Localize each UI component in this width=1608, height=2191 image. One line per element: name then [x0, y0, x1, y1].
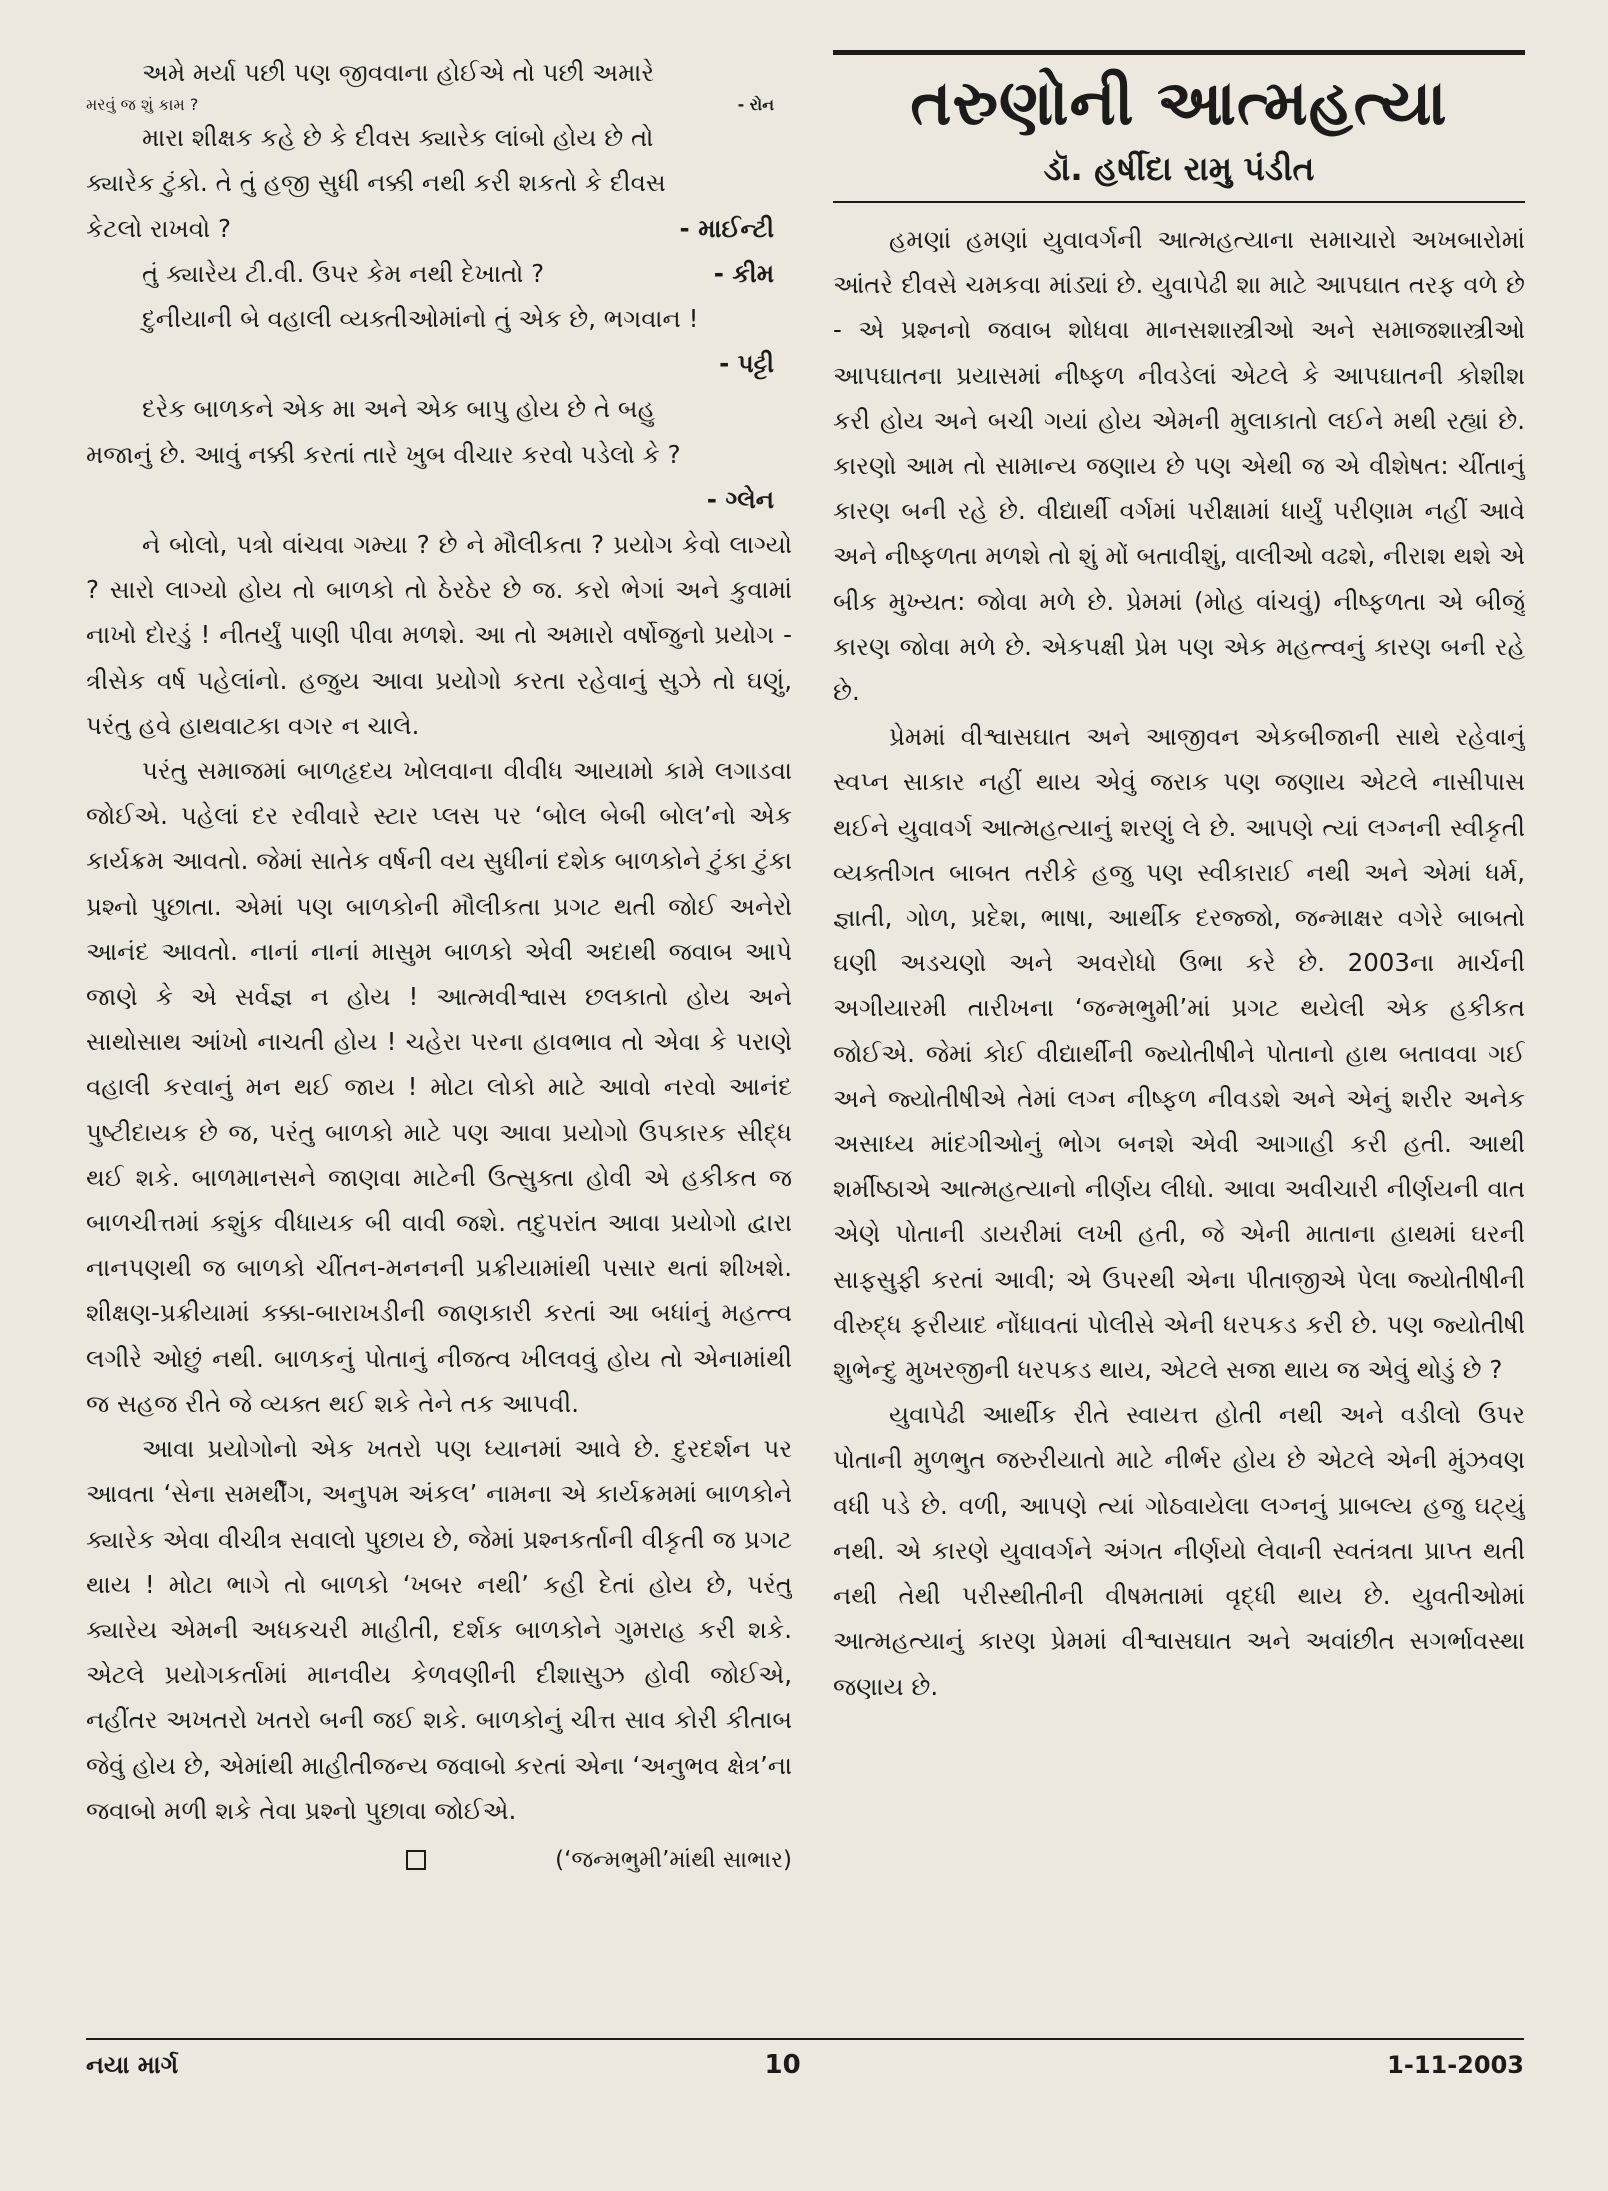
quote-text: મજાનું છે. આવું નક્કી કરતાં તારે ખુબ વીચાર કરવો પડેલો કે ? — [86, 439, 681, 469]
body-paragraph: ને બોલો, પત્રો વાંચવા ગમ્યા ? છે ને મૌલીકતા ? પ્રયોગ કેવો લાગ્યો ? સારો લાગ્યો હોય તો બાળકો તો ઠેરઠેર છે જ. કરો ભેગાં અને કુવામાં નાખો દોરડું ! નીતર્યું પાણી પીવા મળશે. આ તો અમારો વર્ષોજુનો પ્રયોગ - ત્રીસેક વર્ષ પહેલાંનો. હજુય આવા પ્રયોગો કરતા રહેવાનું સુઝે તો ઘણું, પરંતુ હવે હાથવાટકા વગર ન ચાલે. — [86, 530, 792, 740]
right-column — [833, 50, 1525, 2030]
body-paragraph: યુવાપેઢી આર્થીક રીતે સ્વાયત્ત હોતી નથી અને વડીલો ઉપર પોતાની મુળભુત જરુરીયાતો માટે નીર્ભર હોય છે એટલે એની મુંઝવણ વધી પડે છે. વળી, આપણે ત્યાં ગોઠવાયેલા લગ્નનું પ્રાબલ્ય હજુ ઘટ્યું નથી. એ કારણે યુવાવર્ગને અંગત નીર્ણયો લેવાની સ્વતંત્રતા પ્રાપ્ત થતી નથી તેથી પરીસ્થીતીની વીષમતામાં વૃદ્ધી થાય છે. યુવતીઓમાં આત્મહત્યાનું કારણ પ્રેમમાં વીશ્વાસઘાત અને અવાંછીત સગર્ભાવસ્થા જણાય છે. — [833, 1400, 1525, 1701]
body-paragraph: પ્રેમમાં વીશ્વાસઘાત અને આજીવન એકબીજાની સાથે રહેવાનું સ્વપ્ન સાકાર નહીં થાય એવું જરાક પણ જણાય એટલે નાસીપાસ થઈને યુવાવર્ગ આત્મહત્યાનું શરણું લે છે. આપણે ત્યાં લગ્નની સ્વીકૃતી વ્યક્તીગત બાબત તરીકે હજુ પણ સ્વીકારાઈ નથી અને એમાં ધર્મ, જ્ઞાતી, ગોળ, પ્રદેશ, ભાષા, આર્થીક દરજ્જો, જન્માક્ષર વગેરે બાબતો ઘણી અડચણો અને અવરોધો ઉભા કરે છે. 2003ના માર્ચની અગીયારમી તારીખના ‘જન્મભુમી’માં પ્રગટ થયેલી એક હકીકત જોઈએ. જેમાં કોઈ વીદ્યાર્થીની જ્યોતીષીને પોતાનો હાથ બતાવવા ગઈ અને જ્યોતીષીએ તેમાં લગ્ન નીષ્ફળ નીવડશે અને એનું શરીર અનેક અસાધ્ય માંદગીઓનું ભોગ બનશે એવી આગાહી કરી હતી. આથી શર્મીષ્ઠાએ આત્મહત્યાનો નીર્ણય લીધો. આવા અવીચારી નીર્ણયની વાત એણે પોતાની ડાયરીમાં લખી હતી, જે એની માતાના હાથમાં ઘરની સાફસુફી કરતાં આવી; એ ઉપરથી એના પીતાજીએ પેલા જ્યોતીષીની વીરુદ્ધ ફરીયાદ નોંધાવતાં પોલીસે એની ધરપકડ કરી છે. પણ જ્યોતીષી શુભેન્દુ મુખરજીની ધરપકડ થાય, એટલે સજા થાય જ એવું થોડું છે ? — [833, 722, 1525, 1385]
quote-text: તું ક્યારેય ટી.વી. ઉપર કેમ નથી દેખાતો ? — [142, 258, 545, 288]
quote-4 — [86, 296, 792, 386]
body-paragraph: આવા પ્રયોગોનો એક ખતરો પણ ધ્યાનમાં આવે છે. દુરદર્શન પર આવતા ‘સેના સમર્થીંગ, અનુપમ અંકલ’ નામના એ કાર્યક્રમમાં બાળકોને ક્યારેક એવા વીચીત્ર સવાલો પુછાય છે, જેમાં પ્રશ્નકર્તાની વીકૃતી જ પ્રગટ થાય ! મોટા ભાગે તો બાળકો ‘ખબર નથી’ કહી દેતાં હોય છે, પરંતુ ક્યારેય એમની અધકચરી માહીતી, દર્શક બાળકોને ગુમરાહ કરી શકે. એટલે પ્રયોગકર્તામાં માનવીય કેળવણીની દીશાસુઝ હોવી જોઈએ, નહીંતર અખતરો ખતરો બની જઈ શકે. બાળકોનું ચીત્ત સાવ કોરી કીતાબ જેવું હોય છે, એમાંથી માહીતીજન્ય જવાબો કરતાં એના ‘અનુભવ ક્ષેત્ર’ના જવાબો મળી શકે તેવા પ્રશ્નો પુછાવા જોઈએ. — [86, 1434, 792, 1825]
issue-date: 1-11-2003 — [1387, 2051, 1524, 2079]
page-footer — [86, 2038, 1524, 2080]
quote-text: ક્યારેક ટુંકો. તે તું હજી સુધી નક્કી નથી કરી શકતો કે દીવસ — [86, 168, 666, 198]
quote-text: મરવું જ શું કામ ? — [86, 95, 199, 115]
left-column — [86, 50, 792, 2030]
publication-name: નયા માર્ગ — [86, 2051, 179, 2079]
quote-text: દુનીયાની બે વહાલી વ્યક્તીઓમાંનો તું એક છે, ભગવાન ! — [142, 304, 699, 334]
quote-text: અમે મર્યા પછી પણ જીવવાના હોઈએ તો પછી અમારે — [142, 58, 655, 87]
acknowledgement-text: (‘જન્મભુમી’માંથી સાભાર) — [555, 1846, 792, 1873]
header-rule — [833, 201, 1525, 203]
quote-author: - પટ્ટી — [719, 349, 774, 379]
article-author: ડૉ. હર્ષીદા રામુ પંડીત — [1043, 149, 1315, 188]
quote-text: દરેક બાળકને એક મા અને એક બાપુ હોય છે તે બહુ — [142, 394, 656, 424]
article-title: તરુણોની આત્મહત્યા — [910, 66, 1448, 139]
quote-text: મારા શીક્ષક કહે છે કે દીવસ ક્યારેક લાંબો હોય છે તો — [142, 123, 654, 153]
body-paragraph: હમણાં હમણાં યુવાવર્ગની આત્મહત્યાના સમાચારો અખબારોમાં આંતરે દીવસે ચમકવા માંડ્યાં છે. યુવાપેઢી શા માટે આપઘાત તરફ વળે છે - એ પ્રશ્નનો જવાબ શોધવા માનસશાસ્ત્રીઓ અને સમાજશાસ્ત્રીઓ આપઘાતના પ્રયાસમાં નીષ્ફળ નીવડેલાં એટલે કે આપઘાતની કોશીશ કરી હોય અને બચી ગયાં હોય એમની મુલાકાતો લઈને મથી રહ્યાં છે. કારણો આમ તો સામાન્ય જણાય છે પણ એથી જ એ વીશેષત: ચીંતાનું કારણ બની રહે છે. વીદ્યાર્થી વર્ગમાં પરીક્ષામાં ધાર્યું પરીણામ નહીં આવે અને નીષ્ફળતા મળશે તો શું મોં બતાવીશું, વાલીઓ વઢશે, નીરાશ થશે એ બીક મુખ્યત: જોવા મળે છે. પ્રેમમાં (મોહ વાંચવું) નીષ્ફળતા એ બીજું કારણ જોવા મળે છે. એકપક્ષી પ્રેમ પણ એક મહત્ત્વનું કારણ બની રહે છે. — [833, 225, 1525, 707]
quote-author: - ગ્લેન — [706, 484, 774, 514]
end-mark-icon — [406, 1850, 426, 1870]
quote-2 — [86, 115, 792, 251]
quote-3 — [86, 251, 792, 296]
page-number: 10 — [764, 2050, 801, 2080]
quote-5 — [86, 386, 792, 522]
acknowledgement — [86, 1847, 792, 1873]
header-rule — [833, 50, 1525, 55]
quote-1 — [86, 50, 792, 115]
quote-author: - રોન — [737, 95, 774, 115]
quote-author: - માઈન્ટી — [679, 213, 774, 243]
body-paragraph: પરંતુ સમાજમાં બાળહૃદય ખોલવાના વીવીધ આયામો કામે લગાડવા જોઈએ. પહેલાં દર રવીવારે સ્ટાર પ્લસ પર ‘બોલ બેબી બોલ’નો એક કાર્યક્રમ આવતો. જેમાં સાતેક વર્ષની વય સુધીનાં દશેક બાળકોને ટુંકા ટુંકા પ્રશ્નો પુછાતા. એમાં પણ બાળકોની મૌલીકતા પ્રગટ થતી જોઈ અનેરો આનંદ આવતો. નાનાં નાનાં માસુમ બાળકો એવી અદાથી જવાબ આપે જાણે કે એ સર્વજ્ઞ ન હોય ! આત્મવીશ્વાસ છલકાતો હોય અને સાથોસાથ આંખો નાચતી હોય ! ચહેરા પરના હાવભાવ તો એવા કે પરાણે વહાલી કરવાનું મન થઈ જાય ! મોટા લોકો માટે આવો નરવો આનંદ પુષ્ટીદાયક છે જ, પરંતુ બાળકો માટે પણ આવા પ્રયોગો ઉપકારક સીદ્ધ થઈ શકે. બાળમાનસને જાણવા માટેની ઉત્સુક્તા હોવી એ હકીકત જ બાળચીત્તમાં કશુંક વીધાયક બી વાવી જશે. તદુપરાંત આવા પ્રયોગો દ્વારા નાનપણથી જ બાળકો ચીંતન-મનનની પ્રક્રીયામાંથી પસાર થતાં શીખશે. શીક્ષણ-પ્રક્રીયામાં કક્કા-બારાખડીની જાણકારી કરતાં આ બધાંનું મહત્ત્વ લગીરે ઓછું નથી. બાળકનું પોતાનું નીજત્વ ખીલવવું હોય તો એનામાંથી જ સહજ રીતે જે વ્યક્ત થઈ શકે તેને તક આપવી. — [86, 756, 792, 1418]
quote-author: - કીમ — [713, 258, 774, 288]
quote-text: કેટલો રાખવો ? — [86, 213, 231, 243]
